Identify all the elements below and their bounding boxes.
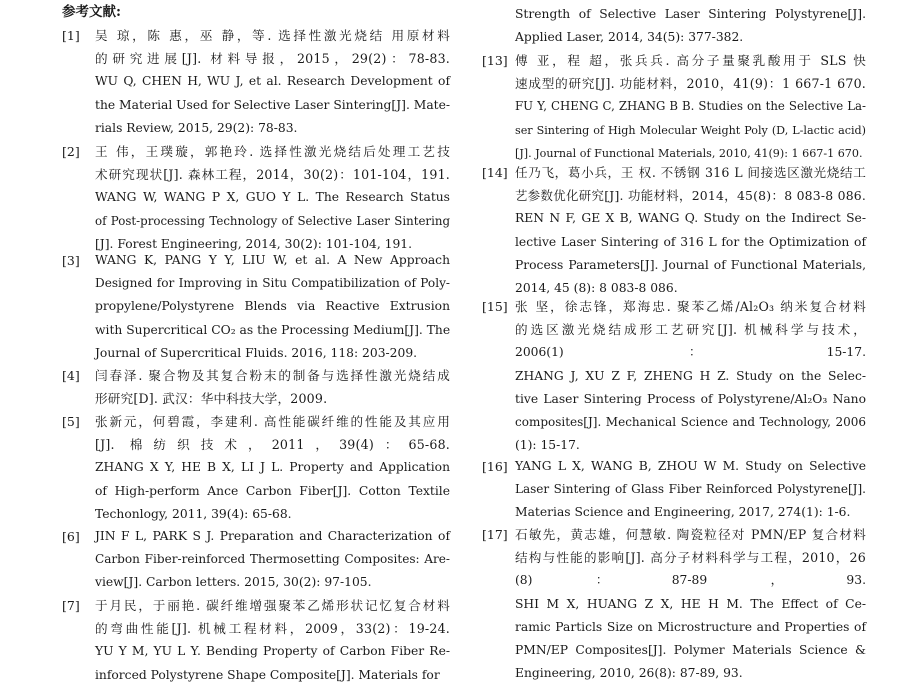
reference-line: 的研究进展[J]. 材料导报，2015，29(2)：78-83. — [95, 51, 450, 67]
reference-line: 形研究[D]. 武汉：华中科技大学，2009. — [95, 391, 328, 407]
reference-line: 石敏先，黄志雄，何慧敏. 陶瓷粒径对 PMN/EP 复合材料 — [515, 527, 866, 542]
reference-number: [5] — [62, 414, 80, 429]
reference-line: JIN F L, PARK S J. Preparation and Characterization of — [95, 529, 450, 543]
reference-entry — [482, 295, 866, 457]
reference-text — [95, 24, 450, 140]
references-heading: 参考文献: — [62, 4, 121, 20]
reference-line: REN N F, GE X B, WANG Q. Study on the Indirect Se- — [515, 211, 866, 226]
reference-line: FU Y, CHENG C, ZHANG B B. Studies on the Selective La- — [515, 99, 866, 114]
reference-line: WANG W, WANG P X, GUO Y L. The Research Status — [95, 190, 450, 205]
reference-text — [515, 49, 866, 165]
reference-line: of High-perform Ance Carbon Fiber[J]. Cotton Textile — [95, 483, 450, 498]
reference-line: [J]. Forest Engineering, 2014, 30(2): 101-104, 191. — [95, 236, 413, 251]
reference-line: 2006(1)：15-17. — [515, 345, 866, 360]
reference-line: 2014, 45 (8): 8 083-8 086. — [515, 280, 678, 295]
reference-line: propylene/Polystyrene Blends via Reactive Extrusion — [95, 299, 450, 314]
reference-number: [13] — [482, 53, 508, 68]
reference-line: Journal of Supercritical Fluids. 2016, 118: 203-209. — [95, 345, 418, 360]
reference-text — [95, 249, 450, 365]
reference-text — [95, 364, 450, 410]
reference-entry — [62, 525, 450, 595]
reference-line: 吴 琼，陈 惠，巫 静，等. 选择性激光烧结 用原材料 — [95, 28, 450, 43]
reference-line: Carbon Fiber-reinforced Thermosetting Composites: Are- — [95, 552, 450, 567]
reference-line: ZHANG J, XU Z F, ZHENG H Z. Study on the Selec- — [515, 368, 866, 383]
reference-line: 任乃飞，葛小兵，王 权. 不锈钢 316 L 间接选区激光烧结工 — [515, 165, 866, 180]
reference-line: ZHANG X Y, HE B X, LI J L. Property and Application — [95, 460, 450, 475]
reference-line: with Supercritical CO₂ as the Processing Medium[J]. The — [95, 322, 451, 337]
reference-number: [14] — [482, 165, 508, 180]
reference-line: Techonlogy, 2011, 39(4): 65-68. — [95, 506, 292, 521]
reference-line: 张新元，何碧霞，李建利. 高性能碳纤维的性能及其应用 — [95, 414, 450, 429]
reference-line: Engineering, 2010, 26(8): 87-89, 93. — [515, 666, 743, 681]
reference-line: Strength of Selective Laser Sintering Polystyrene[J]. — [515, 7, 866, 21]
reference-number: [2] — [62, 144, 80, 159]
reference-line: 闫春泽. 聚合物及其复合粉末的制备与选择性激光烧结成 — [95, 368, 450, 383]
reference-number: [4] — [62, 368, 80, 383]
reference-entry — [482, 3, 866, 49]
reference-line: YANG L X, WANG B, ZHOU W M. Study on Selective — [515, 459, 866, 473]
reference-line: WU Q, CHEN H, WU J, et al. Research Development of — [95, 74, 450, 89]
reference-number: [17] — [482, 527, 508, 542]
reference-line: ser Sintering of High Molecular Weight Poly (D, L-lactic acid) — [515, 123, 866, 137]
reference-line: the Material Used for Selective Laser Sintering[J]. Mate- — [95, 97, 451, 112]
reference-line: PMN/EP Composites[J]. Polymer Materials Science & — [515, 642, 866, 657]
reference-number: [7] — [62, 598, 80, 613]
reference-line: view[J]. Carbon letters. 2015, 30(2): 97-105. — [95, 575, 372, 590]
reference-line: (8)：87-89，93. — [515, 573, 866, 588]
reference-line: of Post-processing Technology of Selective Laser Sintering — [95, 213, 450, 228]
reference-text — [95, 410, 450, 526]
reference-text — [515, 3, 866, 49]
reference-line: 傅 亚，程 超，张兵兵. 高分子量聚乳酸用于 SLS 快 — [515, 53, 866, 68]
reference-line: rials Review, 2015, 29(2): 78-83. — [95, 120, 298, 135]
reference-entry — [482, 161, 866, 300]
reference-line: 艺参数优化研究[J]. 功能材料，2014，45(8)：8 083-8 086. — [515, 188, 866, 204]
reference-text — [515, 455, 866, 525]
reference-number: [1] — [62, 28, 80, 43]
reference-number: [3] — [62, 253, 80, 268]
reference-entry — [62, 140, 450, 256]
reference-entry — [482, 455, 866, 525]
reference-line: Designed for Improving in Situ Compatibilization of Poly- — [95, 276, 450, 291]
reference-entry — [62, 410, 450, 526]
reference-line: 的弯曲性能[J]. 机械工程材料，2009，33(2)：19-24. — [95, 621, 450, 637]
reference-line: 的选区激光烧结成形工艺研究[J]. 机械科学与技术， — [515, 322, 866, 338]
reference-line: lective Laser Sintering of 316 L for the Optimization of — [515, 234, 866, 249]
reference-text — [95, 525, 450, 595]
reference-line: 于月民，于丽艳. 碳纤维增强聚苯乙烯形状记忆复合材料 — [95, 598, 450, 613]
reference-line: ramic Particls Size on Microstructure and Properties of — [515, 619, 866, 634]
reference-line: 王 伟，王璞璇，郭艳玲. 选择性激光烧结后处理工艺技 — [95, 144, 450, 159]
reference-text — [515, 161, 866, 300]
reference-line: 结构与性能的影响[J]. 高分子材料科学与工程，2010，26 — [515, 550, 866, 566]
reference-number: [6] — [62, 529, 80, 544]
reference-line: 速成型的研究[J]. 功能材料，2010，41(9)：1 667-1 670. — [515, 76, 866, 92]
reference-line: [J]. Journal of Functional Materials, 2010, 41(9): 1 667-1 670. — [515, 146, 863, 160]
reference-line: composites[J]. Mechanical Science and Technology, 2006 — [515, 414, 866, 429]
reference-line: 张 坚，徐志锋，郑海忠. 聚苯乙烯/Al₂O₃ 纳米复合材料 — [515, 299, 866, 314]
reference-entry — [482, 49, 866, 165]
reference-line: Applied Laser, 2014, 34(5): 377-382. — [515, 30, 744, 45]
reference-entry — [62, 24, 450, 140]
reference-text — [515, 295, 866, 457]
reference-line: Materias Science and Engineering, 2017, 274(1): 1-6. — [515, 505, 851, 520]
reference-line: Process Parameters[J]. Journal of Functional Materials, — [515, 257, 866, 272]
reference-line: Laser Sintering of Glass Fiber Reinforced Polystyrene[J]. — [515, 482, 866, 497]
reference-text — [95, 594, 450, 687]
reference-entry — [62, 594, 450, 687]
reference-line: SHI M X, HUANG Z X, HE H M. The Effect of Ce- — [515, 596, 866, 611]
reference-line: [J]. 棉纺织技术，2011，39(4)：65-68. — [95, 437, 450, 453]
reference-text — [95, 140, 450, 256]
reference-line: tive Laser Sintering Process of Polystyrene/Al₂O₃ Nano — [515, 391, 866, 406]
reference-line: (1): 15-17. — [515, 438, 580, 453]
reference-number: [16] — [482, 459, 508, 474]
reference-line: inforced Polystyrene Shape Composite[J]. Materials for — [95, 667, 440, 682]
reference-entry — [482, 523, 866, 685]
reference-text — [515, 523, 866, 685]
reference-line: WANG K, PANG Y Y, LIU W, et al. A New Approach — [95, 253, 450, 267]
reference-line: YU Y M, YU L Y. Bending Property of Carbon Fiber Re- — [95, 644, 450, 659]
reference-number: [15] — [482, 299, 508, 314]
reference-line: 术研究现状[J]. 森林工程，2014，30(2)：101-104，191. — [95, 167, 450, 183]
reference-entry — [62, 249, 450, 365]
reference-entry — [62, 364, 450, 410]
